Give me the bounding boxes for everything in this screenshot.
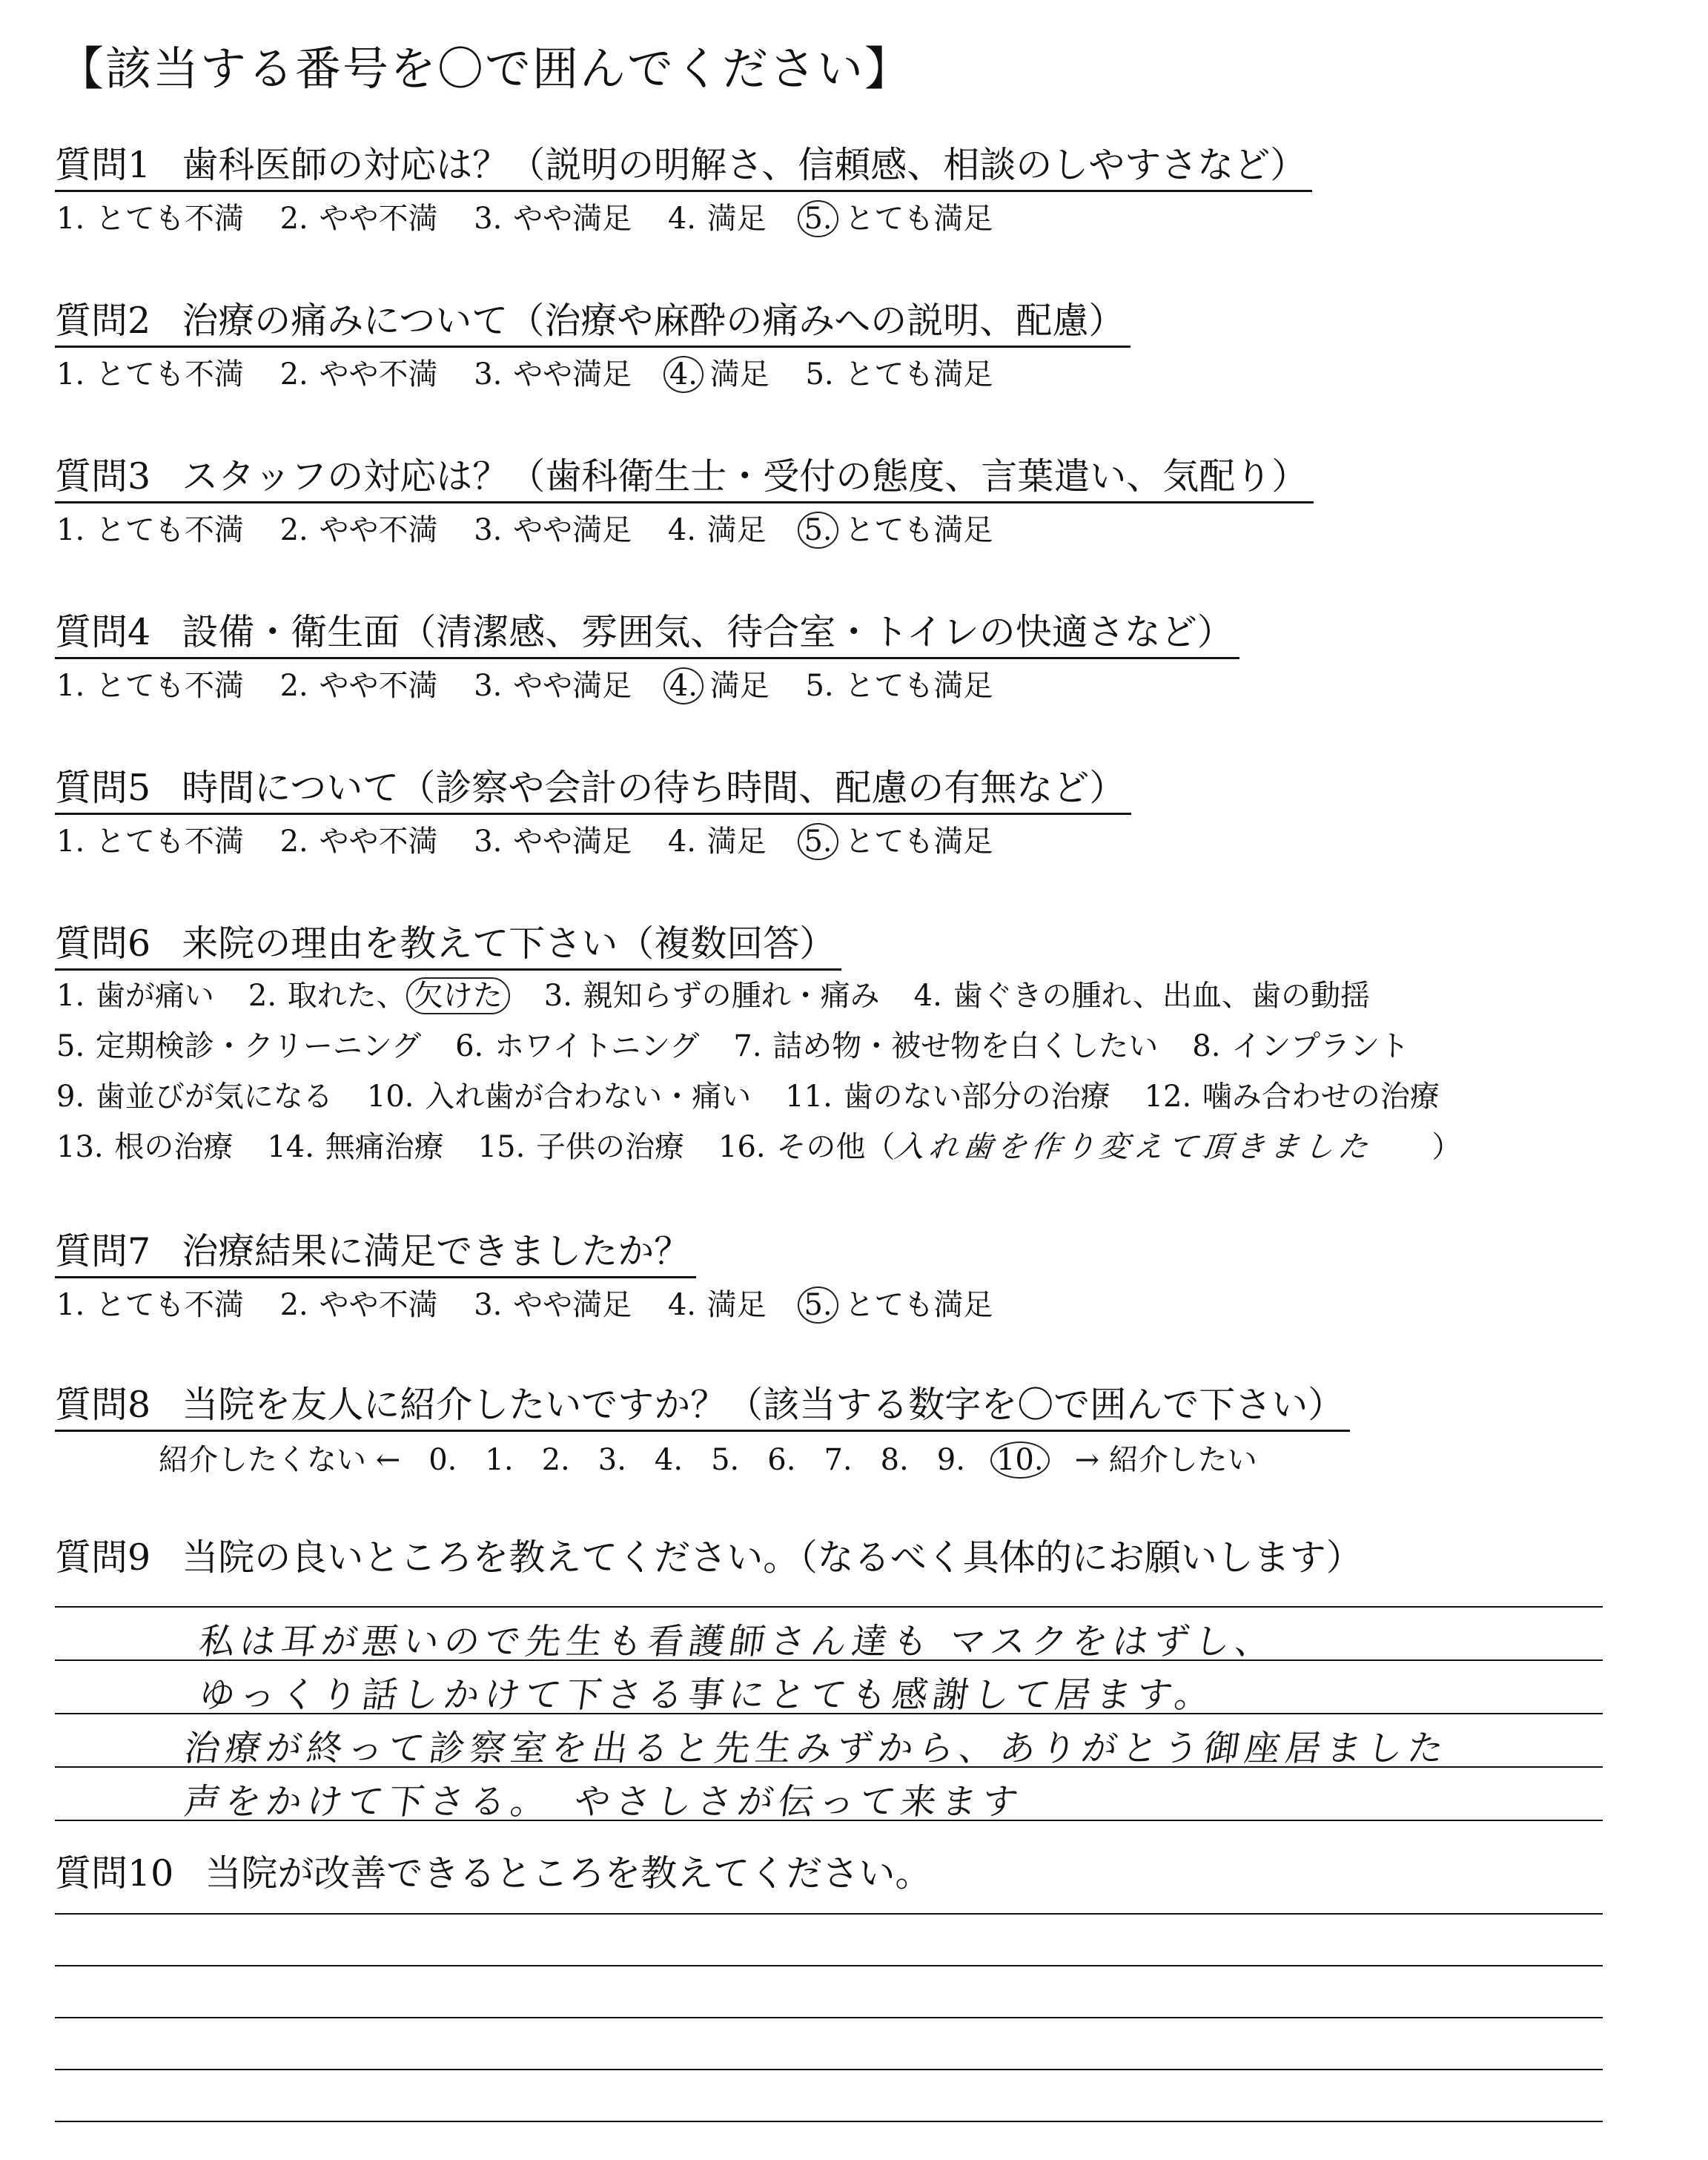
option-5-circled[interactable]: 5. とても満足 — [801, 195, 993, 242]
question-7 — [55, 1227, 1018, 1329]
scale-6[interactable]: 6. — [767, 1443, 796, 1477]
question-text: 歯科医師の対応は？（説明の明解さ、信頼感、相談のしやすさなど） — [182, 144, 1307, 186]
circled-answer: 欠けた — [406, 977, 510, 1014]
question-4-heading — [55, 608, 1239, 659]
reason-option-11[interactable]: 11. 歯のない部分の治療 — [785, 1080, 1110, 1114]
option-5-circled[interactable]: 5. とても満足 — [801, 1281, 993, 1329]
option-4[interactable]: 4. 満足 — [667, 513, 767, 547]
reason-row-1 — [55, 971, 1494, 1021]
question-number: 質問5 — [55, 767, 151, 809]
option-4-circled[interactable]: 4. 満足 — [666, 351, 769, 398]
answer-lines-q9[interactable] — [55, 1594, 1603, 1832]
option-1[interactable]: 1. とても不満 — [56, 1288, 244, 1322]
option-3[interactable]: 3. やや満足 — [474, 357, 632, 392]
option-1[interactable]: 1. とても不満 — [56, 669, 244, 703]
question-9-heading — [55, 1533, 1363, 1582]
answer-scale — [55, 506, 1314, 554]
scale-4[interactable]: 4. — [654, 1443, 683, 1477]
question-number: 質問2 — [55, 300, 151, 342]
question-number: 質問10 — [55, 1852, 174, 1895]
question-number: 質問8 — [55, 1384, 151, 1426]
other-handwritten-text[interactable]: 入れ歯を作り変えて頂きました — [893, 1130, 1374, 1164]
handwritten-line-1: 私は耳が悪いので先生も看護師さん達も マスクをはずし、 — [196, 1621, 1280, 1662]
option-3[interactable]: 3. やや満足 — [474, 1288, 632, 1322]
reason-option-4[interactable]: 4. 歯ぐきの腫れ、出血、歯の動揺 — [913, 979, 1370, 1013]
option-5-circled[interactable]: 5. とても満足 — [801, 818, 993, 865]
reason-option-1[interactable]: 1. 歯が痛い — [56, 979, 214, 1013]
answer-scale — [55, 195, 1312, 242]
option-5-circled[interactable]: 5. とても満足 — [801, 506, 993, 554]
ruled-line — [55, 2069, 1603, 2070]
question-text: 当院の良いところを教えてください。（なるべく具体的にお願いします） — [182, 1536, 1363, 1579]
option-1[interactable]: 1. とても不満 — [56, 825, 244, 859]
question-10-heading — [55, 1849, 931, 1898]
ruled-line — [55, 1606, 1603, 1608]
question-6 — [55, 919, 1494, 1172]
handwritten-line-4: 声をかけて下さる。 やさしさが伝って来ます — [182, 1781, 1026, 1823]
scale-10-circled[interactable]: 10. — [993, 1436, 1047, 1484]
question-4 — [55, 608, 1239, 710]
answer-scale — [55, 351, 1131, 398]
recommend-scale — [159, 1436, 1350, 1484]
reason-option-13[interactable]: 13. 根の治療 — [56, 1130, 234, 1164]
answer-scale — [55, 1281, 1018, 1329]
option-2[interactable]: 2. やや不満 — [279, 1288, 438, 1322]
reason-row-3 — [55, 1071, 1494, 1122]
reason-option-14[interactable]: 14. 無痛治療 — [267, 1130, 444, 1164]
handwritten-line-2: ゆっくり話しかけて下さる事にとても感謝して居ます。 — [196, 1674, 1219, 1716]
reason-option-15[interactable]: 15. 子供の治療 — [477, 1130, 685, 1164]
question-8 — [55, 1381, 1350, 1484]
reason-option-8[interactable]: 8. インプラント — [1192, 1029, 1410, 1063]
scale-0[interactable]: 0. — [428, 1443, 457, 1477]
question-1 — [55, 141, 1312, 242]
handwritten-line-3: 治療が終って診察室を出ると先生みずから、ありがとう御座居ました — [182, 1728, 1452, 1769]
scale-8[interactable]: 8. — [880, 1443, 909, 1477]
question-text: 当院が改善できるところを教えてください。 — [205, 1852, 932, 1895]
reason-options — [55, 971, 1494, 1172]
question-5 — [55, 764, 1131, 865]
question-5-heading — [55, 764, 1131, 815]
option-2[interactable]: 2. やや不満 — [279, 202, 438, 236]
reason-option-5[interactable]: 5. 定期検診・クリーニング — [56, 1029, 422, 1063]
scale-9[interactable]: 9. — [936, 1443, 965, 1477]
question-2 — [55, 297, 1131, 398]
question-2-heading — [55, 297, 1131, 348]
answer-lines-q10[interactable] — [55, 1898, 1603, 2150]
option-2[interactable]: 2. やや不満 — [279, 513, 438, 547]
question-10 — [55, 1849, 931, 1898]
question-text: 当院を友人に紹介したいですか？（該当する数字を〇で囲んで下さい） — [182, 1384, 1345, 1426]
ruled-line — [55, 2121, 1603, 2122]
option-1[interactable]: 1. とても不満 — [56, 357, 244, 392]
reason-option-6[interactable]: 6. ホワイトニング — [455, 1029, 700, 1063]
option-3[interactable]: 3. やや満足 — [474, 669, 632, 703]
answer-scale — [55, 662, 1239, 710]
option-4[interactable]: 4. 満足 — [667, 1288, 767, 1322]
question-3-heading — [55, 452, 1314, 503]
reason-option-12[interactable]: 12. 噛み合わせの治療 — [1144, 1080, 1440, 1114]
question-text: 治療の痛みについて（治療や麻酔の痛みへの説明、配慮） — [182, 300, 1125, 342]
option-1[interactable]: 1. とても不満 — [56, 513, 244, 547]
ruled-line — [55, 1965, 1603, 1966]
question-1-heading — [55, 141, 1312, 192]
option-3[interactable]: 3. やや満足 — [474, 825, 632, 859]
question-text: 来院の理由を教えて下さい（複数回答） — [182, 922, 836, 965]
question-6-heading — [55, 919, 841, 971]
answer-scale — [55, 818, 1131, 865]
reason-option-3[interactable]: 3. 親知らずの腫れ・痛み — [543, 979, 880, 1013]
option-3[interactable]: 3. やや満足 — [474, 202, 632, 236]
question-text: 設備・衛生面（清潔感、雰囲気、待合室・トイレの快適さなど） — [182, 611, 1234, 653]
question-number: 質問7 — [55, 1230, 151, 1272]
scale-left-label: 紹介したくない ← — [159, 1443, 401, 1477]
option-4[interactable]: 4. 満足 — [667, 202, 767, 236]
reason-option-7[interactable]: 7. 詰め物・被せ物を白くしたい — [733, 1029, 1159, 1063]
ruled-line — [55, 1913, 1603, 1915]
scale-1[interactable]: 1. — [485, 1443, 514, 1477]
question-9 — [55, 1533, 1363, 1582]
option-4-circled[interactable]: 4. 満足 — [666, 662, 769, 710]
reason-row-2 — [55, 1021, 1494, 1071]
scale-right-label: → 紹介したい — [1074, 1443, 1257, 1477]
option-1[interactable]: 1. とても不満 — [56, 202, 244, 236]
reason-option-2[interactable]: 2. 取れた、 欠けた — [247, 971, 510, 1021]
reason-option-9[interactable]: 9. 歯並びが気になる — [56, 1080, 333, 1114]
reason-option-16-other[interactable]: 16. その他（入れ歯を作り変えて頂きました ） — [717, 1122, 1461, 1172]
reason-row-4 — [55, 1122, 1494, 1172]
question-text: 時間について（診察や会計の待ち時間、配慮の有無など） — [182, 767, 1126, 809]
question-number: 質問3 — [55, 455, 151, 498]
question-8-heading — [55, 1381, 1350, 1432]
option-2[interactable]: 2. やや不満 — [279, 357, 438, 392]
scale-3[interactable]: 3. — [598, 1443, 626, 1477]
scale-2[interactable]: 2. — [541, 1443, 570, 1477]
question-number: 質問1 — [55, 144, 151, 186]
option-4[interactable]: 4. 満足 — [667, 825, 767, 859]
question-text: 治療結果に満足できましたか？ — [182, 1230, 691, 1272]
question-7-heading — [55, 1227, 696, 1278]
option-5[interactable]: 5. とても満足 — [805, 357, 993, 392]
scale-7[interactable]: 7. — [824, 1443, 853, 1477]
question-number: 質問4 — [55, 611, 151, 653]
question-number: 質問6 — [55, 922, 151, 965]
option-2[interactable]: 2. やや不満 — [279, 825, 438, 859]
option-3[interactable]: 3. やや満足 — [474, 513, 632, 547]
question-3 — [55, 452, 1314, 554]
option-5[interactable]: 5. とても満足 — [805, 669, 993, 703]
reason-option-10[interactable]: 10. 入れ歯が合わない・痛い — [366, 1080, 752, 1114]
question-number: 質問9 — [55, 1536, 151, 1579]
question-text: スタッフの対応は？（歯科衛生士・受付の態度、言葉遣い、気配り） — [182, 455, 1308, 498]
scale-5[interactable]: 5. — [711, 1443, 740, 1477]
option-2[interactable]: 2. やや不満 — [279, 669, 438, 703]
ruled-line — [55, 2017, 1603, 2018]
page-title: 【該当する番号を〇で囲んでください】 — [58, 42, 913, 96]
